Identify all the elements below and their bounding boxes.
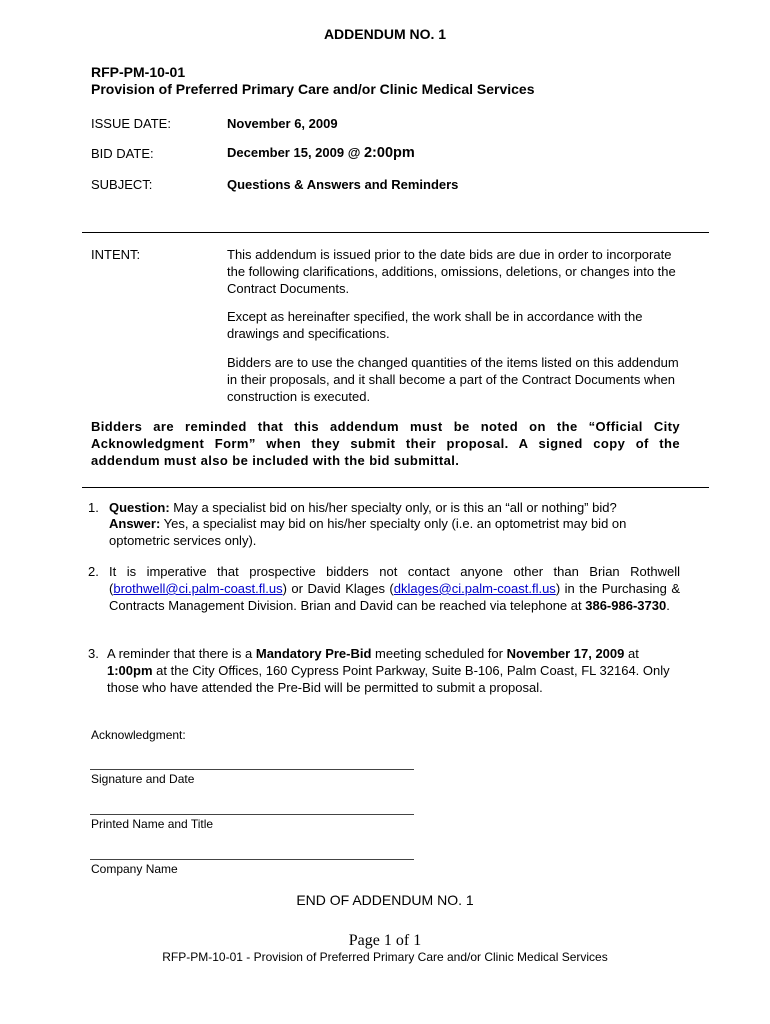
phone-number: 386-986-3730 [585, 597, 667, 613]
document-title: ADDENDUM NO. 1 [323, 26, 447, 42]
page-number: Page 1 of 1 [348, 932, 422, 949]
email-link-dklages[interactable]: dklages@ci.palm-coast.fl.us [393, 580, 556, 596]
item-2-text-part: It is imperative that prospective bidders not contact anyone other than Brian Rothwell ( [109, 564, 680, 596]
signature-line [90, 769, 414, 770]
prebid-date: November 17, 2009 [506, 646, 625, 661]
subject-label: SUBJECT: [91, 177, 153, 192]
item-2-text [109, 564, 680, 615]
item-2-text-part: ) or David Klages ( [282, 580, 394, 596]
issue-date-value: November 6, 2009 [227, 116, 338, 131]
rfp-number: RFP-PM-10-01 [91, 64, 186, 80]
item-2-text-part: . [666, 597, 670, 613]
item-3-text-part: meeting scheduled for [371, 646, 507, 661]
item-3-number: 3. [88, 646, 99, 661]
item-3-text-part: A reminder that there is a [107, 646, 256, 661]
answer-label: Answer: [109, 516, 161, 531]
printed-name-label: Printed Name and Title [91, 817, 214, 831]
reminder-paragraph: Bidders are reminded that this addendum must be noted on the “Official City Acknowledgment Form” when they submit their proposal. A signed copy of the addendum must also be included with the bid submittal. [91, 419, 680, 469]
mandatory-prebid-text: Mandatory Pre-Bid [255, 646, 372, 661]
bid-date-label: BID DATE: [91, 146, 154, 161]
item-2-text-part: ) in the Purchasing & Contracts Management Division. Brian and David can be reached via telephone at [109, 580, 680, 613]
question-label: Question: [109, 500, 170, 515]
printed-name-line [90, 814, 414, 815]
subject-value: Questions & Answers and Reminders [227, 177, 459, 192]
item-1-number: 1. [88, 500, 99, 515]
signature-date-label: Signature and Date [91, 772, 195, 786]
company-name-line [90, 859, 414, 860]
end-of-addendum: END OF ADDENDUM NO. 1 [296, 892, 474, 908]
company-name-label: Company Name [91, 862, 178, 876]
divider-middle [82, 487, 709, 488]
item-1-answer [109, 516, 680, 550]
bid-date-day: December 15, 2009 @ [227, 145, 364, 160]
issue-date-label: ISSUE DATE: [91, 116, 171, 131]
bid-date-value [227, 144, 415, 163]
acknowledgment-heading: Acknowledgment: [91, 728, 186, 742]
intent-paragraph-2: Except as hereinafter specified, the work shall be in accordance with the drawings and specifications. [227, 309, 643, 341]
answer-text: Yes, a specialist may bid on his/her specialty only (i.e. an optometrist may bid on optometric services only). [109, 516, 627, 548]
item-3-text-part: at [624, 646, 639, 661]
prebid-time: 1:00pm [107, 662, 153, 678]
divider-top [82, 232, 709, 233]
item-3-text [107, 646, 685, 697]
intent-label: INTENT: [91, 247, 141, 262]
page-footer: RFP-PM-10-01 - Provision of Preferred Primary Care and/or Clinic Medical Services [162, 950, 608, 964]
item-2-number: 2. [88, 564, 99, 579]
email-link-brothwell[interactable]: brothwell@ci.palm-coast.fl.us [113, 580, 283, 596]
intent-paragraph-3: Bidders are to use the changed quantities of the items listed on this addendum in their proposals, and it shall become a part of the Contract Documents when construction is executed. [227, 355, 679, 404]
bid-date-time: 2:00pm [363, 145, 415, 161]
item-1-question [109, 500, 680, 517]
item-3-text-part: at the City Offices, 160 Cypress Point Parkway, Suite B-106, Palm Coast, FL 32164. Only those who have attended the Pre-Bid will be permitted to submit a proposal. [107, 662, 670, 695]
rfp-title: Provision of Preferred Primary Care and/or Clinic Medical Services [91, 81, 535, 97]
question-text: May a specialist bid on his/her specialty only, or is this an “all or nothing” bid? [169, 500, 617, 515]
intent-paragraph-1: This addendum is issued prior to the date bids are due in order to incorporate the following clarifications, additions, omissions, deletions, or changes into the Contract Documents. [227, 247, 676, 296]
